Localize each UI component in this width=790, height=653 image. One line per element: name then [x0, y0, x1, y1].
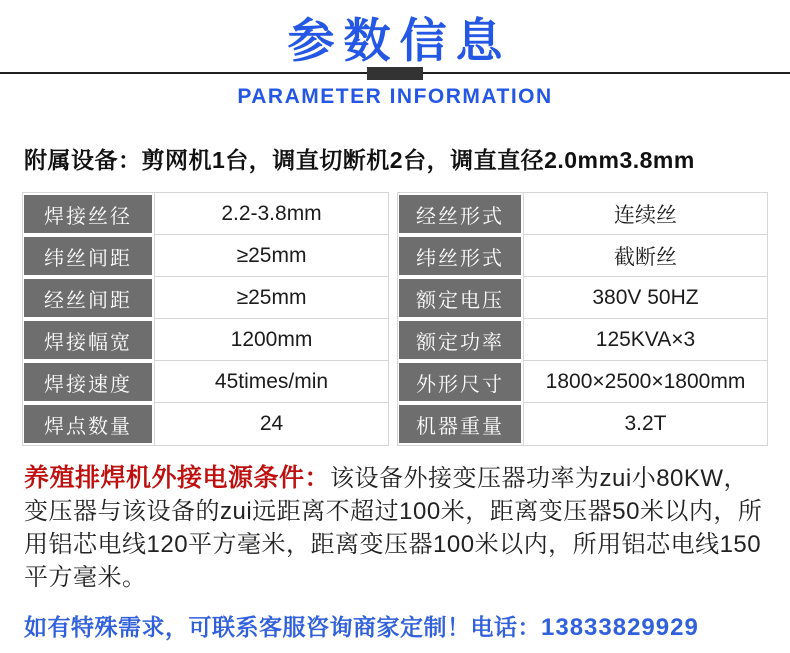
power-note-highlight: 养殖排焊机外接电源条件： — [24, 464, 331, 492]
param-value: ≥25mm — [154, 235, 388, 277]
param-label: 机器重量 — [399, 405, 521, 443]
power-requirements-note — [24, 462, 766, 594]
parameter-table-right — [397, 192, 768, 446]
param-value: 1800×2500×1800mm — [523, 361, 767, 403]
table-row — [23, 235, 388, 277]
phone-number: 13833829929 — [541, 614, 699, 641]
table-row — [398, 193, 767, 235]
table-row — [23, 361, 388, 403]
param-label: 额定功率 — [399, 321, 521, 359]
param-value: 125KVA×3 — [523, 319, 767, 361]
table-row — [398, 361, 767, 403]
param-value: 24 — [154, 403, 388, 445]
section-header — [0, 0, 790, 122]
param-value: 2.2-3.8mm — [154, 193, 388, 235]
param-value: ≥25mm — [154, 277, 388, 319]
param-value: 3.2T — [523, 403, 767, 445]
param-label: 纬丝间距 — [24, 237, 152, 275]
param-value: 连续丝 — [523, 193, 767, 235]
table-row — [23, 193, 388, 235]
table-row — [398, 319, 767, 361]
param-value: 截断丝 — [523, 235, 767, 277]
param-label: 纬丝形式 — [399, 237, 521, 275]
table-row — [23, 277, 388, 319]
power-note-body: 该设备外接变压器功率为zui小80KW，变压器与该设备的zui远距离不超过100米，距离变压器50米以内，所用铝芯电线120平方毫米，距离变压器100米以内，所用铝芯电线150平方毫米。 — [24, 465, 763, 591]
table-row — [23, 403, 388, 445]
param-label: 焊点数量 — [24, 405, 152, 443]
param-label: 焊接丝径 — [24, 195, 152, 233]
accessory-equipment-line: 附属设备：剪网机1台，调直切断机2台，调直直径2.0mm3.8mm — [24, 147, 695, 173]
param-label: 经丝形式 — [399, 195, 521, 233]
param-value: 380V 50HZ — [523, 277, 767, 319]
table-row — [398, 277, 767, 319]
custom-order-note — [24, 609, 766, 642]
parameter-table-left — [22, 192, 389, 446]
param-label: 外形尺寸 — [399, 363, 521, 401]
header-divider-block — [367, 67, 423, 80]
table-row — [398, 403, 767, 445]
page-title: 参数信息 — [287, 14, 512, 67]
param-label: 额定电压 — [399, 279, 521, 317]
table-row — [23, 319, 388, 361]
param-label: 经丝间距 — [24, 279, 152, 317]
param-value: 45times/min — [154, 361, 388, 403]
param-label: 焊接幅宽 — [24, 321, 152, 359]
custom-order-text: 如有特殊需求，可联系客服咨询商家定制！电话： — [24, 614, 541, 640]
param-value: 1200mm — [154, 319, 388, 361]
param-label: 焊接速度 — [24, 363, 152, 401]
parameter-tables — [22, 192, 768, 446]
table-row — [398, 235, 767, 277]
page-subtitle: PARAMETER INFORMATION — [237, 85, 553, 108]
